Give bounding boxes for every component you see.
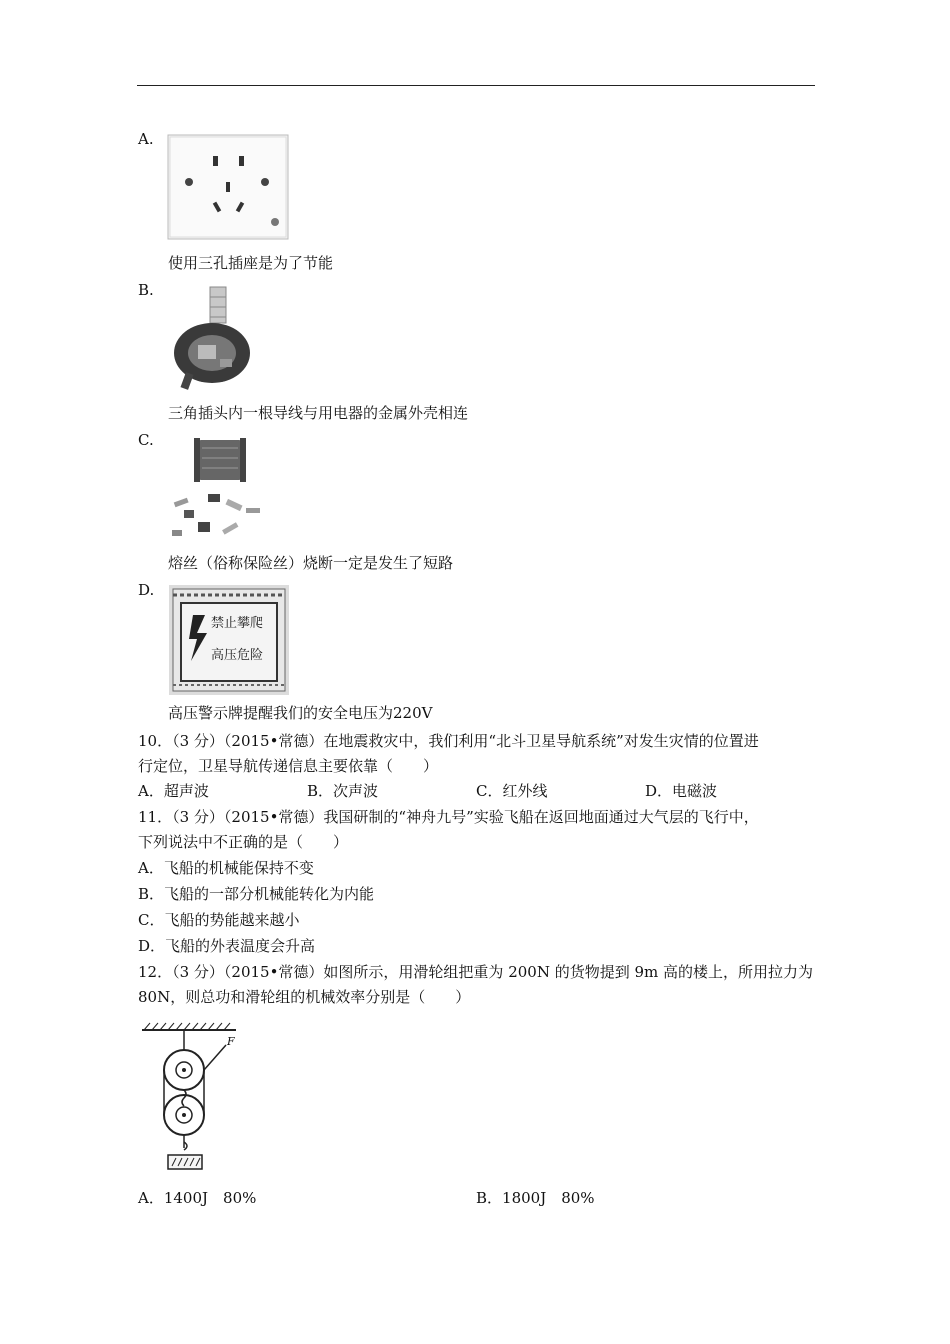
option-text-d: 高压警示牌提醒我们的安全电压为220V bbox=[168, 704, 433, 722]
q11-stem-line2: 下列说法中不正确的是（ ） bbox=[138, 833, 349, 851]
q11-option-a: A．飞船的机械能保持不变 bbox=[138, 859, 314, 877]
q10-stem-line2: 行定位，卫星导航传递信息主要依靠（ ） bbox=[138, 757, 439, 775]
sign-text-line2: 高压危险 bbox=[211, 648, 264, 663]
header-rule bbox=[137, 85, 815, 86]
option-text-a: 使用三孔插座是为了节能 bbox=[168, 254, 334, 272]
sign-text-line1: 禁止攀爬 bbox=[211, 616, 264, 631]
q12-stem-line2: 80N，则总功和滑轮组的机械效率分别是（ ） bbox=[138, 988, 471, 1006]
q11-option-d: D．飞船的外表温度会升高 bbox=[138, 937, 316, 955]
q11-option-c: C．飞船的势能越来越小 bbox=[138, 911, 300, 929]
fuse-wire-image bbox=[168, 438, 268, 548]
q12-option-b: B．1800J 80% bbox=[476, 1189, 595, 1207]
pulley-diagram bbox=[138, 1020, 250, 1175]
q10-stem-line1: 10．（3 分）（2015•常德）在地震救灾中，我们利用“北斗卫星导航系统”对发生灾情的位置进 bbox=[138, 732, 759, 750]
option-label-d: D. bbox=[138, 581, 155, 599]
q10-option-d: D．电磁波 bbox=[645, 782, 718, 800]
three-hole-socket-image bbox=[167, 134, 289, 240]
q11-stem-line1: 11．（3 分）（2015•常德）我国研制的“神舟九号”实验飞船在返回地面通过大气层的飞行中， bbox=[138, 808, 759, 826]
option-text-b: 三角插头内一根导线与用电器的金属外壳相连 bbox=[168, 404, 469, 422]
option-label-a: A. bbox=[138, 130, 154, 148]
option-text-c: 熔丝（俗称保险丝）烧断一定是发生了短路 bbox=[168, 554, 454, 572]
q10-option-c: C．红外线 bbox=[476, 782, 548, 800]
warning-sign-image bbox=[169, 585, 289, 695]
q12-option-a: A．1400J 80% bbox=[138, 1189, 257, 1207]
option-label-b: B. bbox=[138, 281, 154, 299]
q11-option-b: B．飞船的一部分机械能转化为内能 bbox=[138, 885, 375, 903]
force-label: F bbox=[227, 1035, 235, 1048]
q12-stem-line1: 12．（3 分）（2015•常德）如图所示，用滑轮组把重为 200N 的货物提到 9m 高的楼上，所用拉力为 bbox=[138, 963, 814, 981]
three-pin-plug-image bbox=[168, 285, 258, 393]
q10-option-b: B．次声波 bbox=[307, 782, 379, 800]
q10-option-a: A．超声波 bbox=[138, 782, 209, 800]
option-label-c: C. bbox=[138, 431, 154, 449]
